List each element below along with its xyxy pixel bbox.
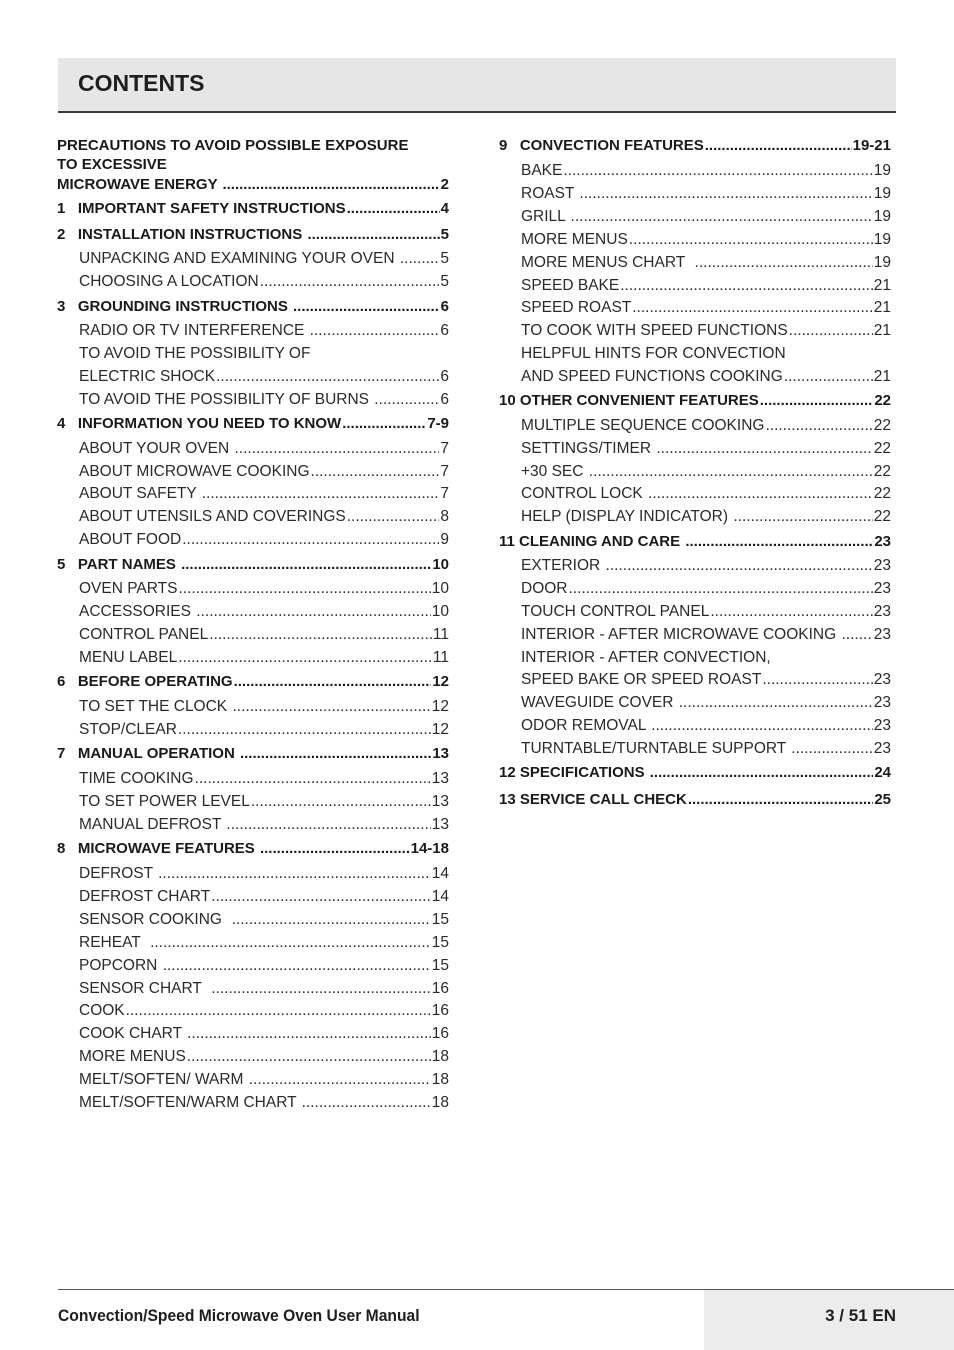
toc-subsection-entry[interactable] [521, 740, 891, 758]
toc-entry-page: 22 [874, 392, 891, 409]
dot-leader [648, 485, 873, 503]
toc-entry-label: ABOUT MICROWAVE COOKING [79, 463, 310, 480]
toc-entry-page: 7-9 [427, 415, 449, 432]
toc-entry-label: EXTERIOR [521, 557, 605, 574]
toc-section-entry[interactable] [499, 137, 891, 155]
toc-entry-label: INTERIOR - AFTER MICROWAVE COOKING [521, 626, 841, 643]
toc-entry-page: 7 [440, 485, 449, 502]
dot-leader [211, 888, 431, 906]
toc-entry-label: SETTINGS/TIMER [521, 440, 656, 457]
toc-entry-label: COOK CHART [79, 1025, 187, 1042]
dot-leader [606, 557, 873, 575]
dot-leader [178, 580, 430, 598]
toc-section-entry[interactable] [57, 673, 449, 691]
toc-entry-page: 11 [432, 649, 449, 666]
toc-entry-page: 19 [873, 162, 891, 179]
dot-leader [163, 957, 431, 975]
toc-subsection-entry[interactable] [521, 417, 891, 435]
toc-subsection-entry[interactable] [79, 626, 449, 644]
toc-entry-page: 5 [440, 273, 449, 290]
dot-leader [187, 1048, 431, 1066]
toc-section-entry[interactable] [57, 226, 449, 244]
dot-leader [784, 368, 873, 386]
toc-entry-label: RADIO OR TV INTERFERENCE [79, 322, 309, 339]
toc-subsection-entry[interactable] [521, 717, 891, 735]
dot-leader [679, 694, 873, 712]
toc-subsection-entry[interactable] [79, 698, 449, 716]
toc-entry-page: 12 [432, 673, 449, 690]
toc-entry-label: GRILL [521, 208, 570, 225]
dot-leader [765, 417, 872, 435]
toc-subsection-entry[interactable] [79, 368, 449, 386]
toc-entry-label: 1 IMPORTANT SAFETY INSTRUCTIONS [57, 200, 346, 217]
toc-subsection-entry[interactable] [79, 440, 449, 458]
toc-entry-label: ABOUT FOOD [79, 531, 182, 548]
contents-header [58, 58, 896, 113]
dot-leader [302, 1094, 431, 1112]
toc-entry-label: CONTROL LOCK [521, 485, 648, 502]
toc-entry-page: 6 [440, 368, 449, 385]
toc-entry-page: 9 [440, 531, 449, 548]
toc-entry-label: REHEAT [79, 934, 150, 951]
toc-section-entry[interactable] [57, 745, 449, 763]
toc-entry-page: 18 [431, 1094, 449, 1111]
dot-leader [685, 533, 873, 551]
toc-entry-page: 11 [432, 626, 449, 643]
dot-leader [705, 137, 852, 155]
toc-subsection-entry[interactable] [521, 322, 891, 340]
toc-entry-page: 21 [873, 277, 891, 294]
dot-leader [232, 698, 430, 716]
dot-leader [569, 580, 873, 598]
toc-heading-line: INTERIOR - AFTER CONVECTION, [521, 649, 771, 666]
dot-leader [209, 626, 432, 644]
toc-section-entry[interactable] [57, 298, 449, 316]
toc-subsection-entry[interactable] [521, 231, 891, 249]
toc-subsection-entry[interactable] [79, 580, 449, 598]
dot-leader [760, 392, 874, 410]
toc-subsection-entry[interactable] [79, 531, 449, 549]
toc-subsection-entry[interactable] [79, 391, 449, 409]
dot-leader [629, 231, 873, 249]
toc-subsection-entry[interactable] [521, 580, 891, 598]
toc-entry-label: HELP (DISPLAY INDICATOR) [521, 508, 733, 525]
toc-entry-label: SPEED ROAST [521, 299, 632, 316]
toc-entry-page: 23 [873, 740, 891, 757]
toc-entry-page: 19 [873, 185, 891, 202]
toc-subsection-entry[interactable] [79, 1071, 449, 1089]
toc-entry-label: BAKE [521, 162, 563, 179]
toc-entry-label: 11 CLEANING AND CARE [499, 533, 685, 550]
toc-entry-label: ACCESSORIES [79, 603, 196, 620]
toc-entry-label: 7 MANUAL OPERATION [57, 745, 239, 762]
toc-entry-page: 6 [440, 298, 449, 315]
toc-entry-page: 19 [873, 231, 891, 248]
toc-section-entry[interactable] [57, 840, 449, 858]
toc-entry-label: +30 SEC [521, 463, 588, 480]
toc-entry-label: MULTIPLE SEQUENCE COOKING [521, 417, 765, 434]
toc-subsection-entry[interactable] [521, 485, 891, 503]
toc-entry-page: 23 [874, 533, 891, 550]
toc-subsection-entry[interactable] [79, 957, 449, 975]
dot-leader [347, 200, 440, 218]
toc-entry-page: 14-18 [410, 840, 449, 857]
toc-subsection-entry[interactable] [521, 208, 891, 226]
dot-leader [202, 485, 440, 503]
dot-leader [710, 603, 872, 621]
toc-entry-page: 8 [440, 508, 449, 525]
toc-entry-label: UNPACKING AND EXAMINING YOUR OVEN [79, 250, 399, 267]
toc-entry-label: POPCORN [79, 957, 162, 974]
toc-entry-label: AND SPEED FUNCTIONS COOKING [521, 368, 783, 385]
toc-section-entry[interactable] [499, 392, 891, 410]
toc-entry-label: TURNTABLE/TURNTABLE SUPPORT [521, 740, 791, 757]
dot-leader [695, 254, 873, 272]
dot-leader [251, 793, 431, 811]
dot-leader [232, 911, 431, 929]
toc-subsection-entry[interactable] [521, 368, 891, 386]
dot-leader [293, 298, 440, 316]
toc-entry-page: 14 [431, 888, 449, 905]
dot-leader [196, 603, 430, 621]
toc-entry-page: 13 [432, 745, 449, 762]
toc-subsection-entry[interactable] [79, 770, 449, 788]
toc-entry-label: MORE MENUS [79, 1048, 186, 1065]
dot-leader [187, 1025, 431, 1043]
toc-subsection-entry[interactable] [521, 626, 891, 644]
toc-entry-page: 21 [873, 368, 891, 385]
toc-subsection-entry[interactable] [79, 816, 449, 834]
dot-leader [762, 671, 872, 689]
dot-leader [789, 322, 873, 340]
toc-subsection-entry[interactable] [79, 250, 449, 268]
toc-entry-label: ODOR REMOVAL [521, 717, 651, 734]
toc-subsection-entry[interactable] [521, 440, 891, 458]
toc-subsection-entry[interactable] [79, 603, 449, 621]
toc-entry-page: 22 [873, 508, 891, 525]
toc-entry-page: 5 [440, 250, 449, 267]
toc-entry-label: 13 SERVICE CALL CHECK [499, 791, 687, 808]
dot-leader [579, 185, 872, 203]
toc-section-entry[interactable] [57, 556, 449, 574]
toc-subsection-entry[interactable] [79, 508, 449, 526]
toc-subsection-entry[interactable] [521, 671, 891, 689]
toc-entry-page: 23 [873, 580, 891, 597]
page-title: CONTENTS [78, 70, 205, 96]
dot-leader [126, 1002, 431, 1020]
toc-entry-label: WAVEGUIDE COVER [521, 694, 678, 711]
toc-subsection-entry[interactable] [79, 980, 449, 998]
toc-entry-label: ROAST [521, 185, 579, 202]
toc-entry-label: TO SET POWER LEVEL [79, 793, 250, 810]
toc-entry-label: CHOOSING A LOCATION [79, 273, 259, 290]
toc-entry-page: 7 [440, 440, 449, 457]
toc-entry-label: OVEN PARTS [79, 580, 178, 597]
toc-entry-label: ABOUT YOUR OVEN [79, 440, 234, 457]
dot-leader [342, 415, 426, 433]
toc-entry-label: ELECTRIC SHOCK [79, 368, 216, 385]
toc-subsection-entry[interactable] [79, 1025, 449, 1043]
dot-leader [216, 368, 439, 386]
toc-entry-page: 15 [431, 957, 449, 974]
dot-leader [211, 980, 431, 998]
toc-entry-label: DEFROST [79, 865, 158, 882]
toc-entry-label: ABOUT SAFETY [79, 485, 201, 502]
toc-entry-label: 4 INFORMATION YOU NEED TO KNOW [57, 415, 342, 432]
footer-page-number: 3 / 51 EN [825, 1306, 896, 1325]
toc-entry-label: SPEED BAKE [521, 277, 620, 294]
toc-entry-page: 5 [440, 226, 449, 243]
dot-leader [234, 440, 439, 458]
toc-subsection-entry[interactable] [521, 603, 891, 621]
toc-entry-page: 21 [873, 299, 891, 316]
toc-entry-label: 3 GROUNDING INSTRUCTIONS [57, 298, 293, 315]
toc-subsection-entry[interactable] [79, 463, 449, 481]
toc-section-entry[interactable] [57, 176, 449, 194]
toc-entry-label: CONTROL PANEL [79, 626, 209, 643]
toc-entry-label: MORE MENUS CHART [521, 254, 694, 271]
dot-leader [347, 508, 440, 526]
dot-leader [656, 440, 872, 458]
dot-leader [400, 250, 440, 268]
dot-leader [311, 463, 440, 481]
toc-section-entry[interactable] [57, 200, 449, 218]
toc-subsection-entry[interactable] [521, 299, 891, 317]
toc-subsection-entry[interactable] [521, 463, 891, 481]
toc-entry-page: 7 [440, 463, 449, 480]
toc-subsection-entry[interactable] [521, 508, 891, 526]
toc-entry-page: 23 [873, 717, 891, 734]
toc-heading-line: HELPFUL HINTS FOR CONVECTION [521, 345, 786, 362]
dot-leader [249, 1071, 431, 1089]
dot-leader [310, 322, 440, 340]
toc-entry-label: 8 MICROWAVE FEATURES [57, 840, 259, 857]
toc-entry-label: TO AVOID THE POSSIBILITY OF BURNS [79, 391, 374, 408]
dot-leader [620, 277, 873, 295]
toc-entry-page: 12 [431, 698, 449, 715]
toc-entry-page: 6 [440, 391, 449, 408]
toc-section-entry[interactable] [499, 791, 891, 809]
dot-leader [240, 745, 431, 763]
toc-entry-page: 15 [431, 934, 449, 951]
toc-subsection-entry[interactable] [79, 273, 449, 291]
toc-entry-label: SENSOR COOKING [79, 911, 231, 928]
toc-entry-page: 23 [873, 557, 891, 574]
dot-leader [181, 556, 431, 574]
toc-subsection-entry[interactable] [79, 865, 449, 883]
dot-leader [222, 176, 439, 194]
toc-entry-label: TO SET THE CLOCK [79, 698, 232, 715]
toc-entry-label: TO COOK WITH SPEED FUNCTIONS [521, 322, 788, 339]
toc-entry-label: DEFROST CHART [79, 888, 211, 905]
toc-entry-label: 9 CONVECTION FEATURES [499, 137, 704, 154]
toc-entry-page: 22 [873, 417, 891, 434]
toc-entry-label: 6 BEFORE OPERATING [57, 673, 233, 690]
toc-entry-page: 23 [873, 626, 891, 643]
toc-entry-page: 10 [431, 603, 449, 620]
toc-entry-page: 19 [873, 208, 891, 225]
dot-leader [234, 673, 432, 691]
toc-entry-page: 21 [873, 322, 891, 339]
toc-entry-page: 25 [874, 791, 891, 808]
toc-entry-label: MELT/SOFTEN/WARM CHART [79, 1094, 301, 1111]
dot-leader [260, 273, 440, 291]
footer-title: Convection/Speed Microwave Oven User Manual [58, 1306, 420, 1325]
toc-subsection-entry[interactable] [79, 888, 449, 906]
toc-entry-page: 18 [431, 1071, 449, 1088]
toc-entry-label: MELT/SOFTEN/ WARM [79, 1071, 248, 1088]
toc-entry-page: 16 [431, 1025, 449, 1042]
toc-entry-label: STOP/CLEAR [79, 721, 177, 738]
toc-entry-page: 13 [431, 816, 449, 833]
toc-entry-label: MICROWAVE ENERGY [57, 176, 222, 193]
toc-entry-page: 19-21 [852, 137, 891, 154]
toc-subsection-entry[interactable] [79, 649, 449, 667]
toc-entry-label: TOUCH CONTROL PANEL [521, 603, 710, 620]
dot-leader [178, 649, 432, 667]
dot-leader [182, 531, 439, 549]
toc-entry-page: 18 [431, 1048, 449, 1065]
toc-entry-page: 16 [431, 1002, 449, 1019]
toc-entry-page: 23 [873, 671, 891, 688]
dot-leader [733, 508, 872, 526]
toc-subsection-entry[interactable] [521, 185, 891, 203]
toc-section-entry[interactable] [499, 533, 891, 551]
toc-subsection-entry[interactable] [521, 254, 891, 272]
dot-leader [632, 299, 873, 317]
dot-leader [791, 740, 872, 758]
toc-subsection-entry[interactable] [521, 557, 891, 575]
toc-entry-label: DOOR [521, 580, 568, 597]
toc-entry-page: 6 [440, 322, 449, 339]
toc-heading-line: TO AVOID THE POSSIBILITY OF [79, 345, 311, 362]
toc-entry-label: SPEED BAKE OR SPEED ROAST [521, 671, 762, 688]
toc-heading-line: PRECAUTIONS TO AVOID POSSIBLE EXPOSURE [57, 137, 409, 154]
toc-section-entry[interactable] [499, 764, 891, 782]
dot-leader [651, 717, 873, 735]
toc-subsection-entry[interactable] [79, 1094, 449, 1112]
toc-entry-label: 12 SPECIFICATIONS [499, 764, 649, 781]
toc-entry-page: 22 [873, 440, 891, 457]
dot-leader [226, 816, 430, 834]
toc-subsection-entry[interactable] [521, 694, 891, 712]
toc-entry-label: ABOUT UTENSILS AND COVERINGS [79, 508, 346, 525]
toc-entry-page: 4 [440, 200, 449, 217]
toc-entry-page: 16 [431, 980, 449, 997]
toc-subsection-entry[interactable] [79, 934, 449, 952]
toc-subsection-entry[interactable] [79, 1048, 449, 1066]
dot-leader [589, 463, 873, 481]
toc-entry-page: 10 [432, 556, 449, 573]
toc-entry-page: 24 [874, 764, 891, 781]
toc-entry-label: TIME COOKING [79, 770, 194, 787]
toc-subsection-entry[interactable] [79, 485, 449, 503]
toc-heading-line: TO EXCESSIVE [57, 156, 167, 173]
toc-entry-label: 10 OTHER CONVENIENT FEATURES [499, 392, 759, 409]
dot-leader [688, 791, 873, 809]
toc-subsection-entry[interactable] [79, 793, 449, 811]
dot-leader [650, 764, 874, 782]
dot-leader [178, 721, 431, 739]
toc-entry-page: 2 [440, 176, 449, 193]
toc-subsection-entry[interactable] [79, 322, 449, 340]
toc-entry-label: 2 INSTALLATION INSTRUCTIONS [57, 226, 307, 243]
toc-entry-page: 12 [431, 721, 449, 738]
toc-entry-page: 13 [431, 793, 449, 810]
toc-entry-page: 14 [431, 865, 449, 882]
toc-section-entry[interactable] [57, 415, 449, 433]
toc-entry-page: 13 [431, 770, 449, 787]
dot-leader [841, 626, 872, 644]
toc-subsection-entry[interactable] [79, 911, 449, 929]
toc-entry-page: 23 [873, 694, 891, 711]
toc-entry-label: 5 PART NAMES [57, 556, 181, 573]
toc-entry-page: 22 [873, 485, 891, 502]
dot-leader [374, 391, 439, 409]
toc-entry-page: 22 [873, 463, 891, 480]
toc-entry-label: COOK [79, 1002, 125, 1019]
dot-leader [150, 934, 431, 952]
dot-leader [158, 865, 431, 883]
toc-entry-label: MENU LABEL [79, 649, 178, 666]
dot-leader [563, 162, 872, 180]
dot-leader [571, 208, 873, 226]
toc-entry-page: 15 [431, 911, 449, 928]
toc-subsection-entry[interactable] [79, 721, 449, 739]
toc-subsection-entry[interactable] [521, 162, 891, 180]
toc-entry-label: MANUAL DEFROST [79, 816, 226, 833]
toc-subsection-entry[interactable] [79, 1002, 449, 1020]
toc-entry-page: 23 [873, 603, 891, 620]
toc-entry-page: 10 [431, 580, 449, 597]
toc-entry-label: MORE MENUS [521, 231, 628, 248]
dot-leader [195, 770, 431, 788]
dot-leader [307, 226, 439, 244]
toc-entry-page: 19 [873, 254, 891, 271]
toc-entry-label: SENSOR CHART [79, 980, 211, 997]
dot-leader [260, 840, 410, 858]
toc-subsection-entry[interactable] [521, 277, 891, 295]
